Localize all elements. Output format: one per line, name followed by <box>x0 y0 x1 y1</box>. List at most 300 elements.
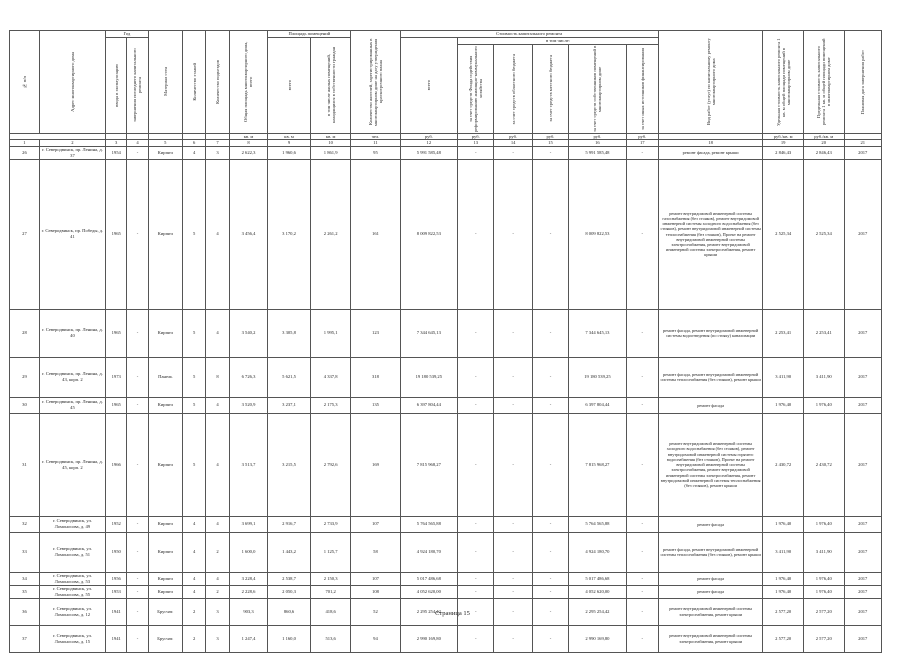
cell-y1: 1941 <box>106 625 127 652</box>
cell-n: 30 <box>10 397 40 413</box>
cell-mat: Кирпич <box>148 585 182 598</box>
colnum-cell: 12 <box>400 140 458 147</box>
cell-addr: г. Северодвинск, пр. Ленина, д. 37 <box>39 147 105 159</box>
cell-cx: - <box>626 572 658 585</box>
unit-cell <box>148 133 182 140</box>
cell-work: ремонт внутридомовой инженерной системы холодного водоснабжения (без стояков), ремонт внутридомовой инженерной системы горячего водоснабжения (без стояков), Проект на ремонт внутридомовой инженерной системы электроснабжения, ремонт внутридомовой инженерной системы электроснабжения, ремонт внутридомовой инженерной системы теплоснабжения (без стояков), ремонт крыши <box>658 413 763 516</box>
unit-cell: руб./кв. м <box>763 133 804 140</box>
cell-cx: - <box>626 585 658 598</box>
colnum-cell: 2 <box>39 140 105 147</box>
cell-n: 36 <box>10 598 40 625</box>
cell-cx: - <box>626 397 658 413</box>
colnum-cell: 20 <box>803 140 844 147</box>
col-num-header: № п/п <box>10 31 40 134</box>
cell-fl: 4 <box>182 147 205 159</box>
cell-n: 29 <box>10 357 40 397</box>
col-residents-header: Количество жителей, зарегистрированных в многоквартирном доме на дату утверждения краткосрочного плана <box>351 31 400 134</box>
cell-n: 37 <box>10 625 40 652</box>
cell-cr: - <box>494 413 532 516</box>
cell-dt: 2017 <box>844 147 882 159</box>
cell-work: ремонт фасада, ремонт внутридомовой инженерной системы теплоснабжения (без стояков), ремонт крыши <box>658 532 763 572</box>
col-premises-residential-header: в том числе жилых помещений, находящихся в собственности граждан <box>310 38 351 134</box>
cell-en: 4 <box>206 516 229 532</box>
cell-cl: - <box>532 572 568 585</box>
cell-pt: 2 050,3 <box>268 585 311 598</box>
cell-pt: 5 621,5 <box>268 357 311 397</box>
cell-cx: - <box>626 532 658 572</box>
cell-fl: 2 <box>182 625 205 652</box>
col-incl-header: в том числе: <box>458 38 659 45</box>
col-year-group-header: Год <box>106 31 149 38</box>
cell-y2: - <box>127 147 148 159</box>
col-max-cost-header: Предельная стоимость капитального ремонта 1 кв. м общей площади помещений в многоквартирном доме <box>803 31 844 134</box>
cell-mc: 1 976,40 <box>803 572 844 585</box>
cell-dt: 2017 <box>844 159 882 309</box>
cell-mc: 2 430,72 <box>803 413 844 516</box>
colnum-cell: 4 <box>127 140 148 147</box>
unit-cell: руб./кв. м <box>803 133 844 140</box>
cell-cx: - <box>626 516 658 532</box>
col-cost-total-header: всего <box>400 38 458 134</box>
cell-res: 135 <box>351 397 400 413</box>
colnum-cell: 18 <box>658 140 763 147</box>
cell-cr: - <box>494 357 532 397</box>
cell-work: ремонт фасада <box>658 585 763 598</box>
cell-uc: 2 577,20 <box>763 598 804 625</box>
cell-addr: г. Северодвинск, ул. Ломоносова, д. 49 <box>39 516 105 532</box>
cell-ct: 5 017 486,68 <box>400 572 458 585</box>
cell-en: 3 <box>206 598 229 625</box>
cell-dt: 2017 <box>844 598 882 625</box>
cell-res: 58 <box>351 532 400 572</box>
cell-cf: - <box>458 397 494 413</box>
cell-fl: 5 <box>182 397 205 413</box>
cell-y1: 1941 <box>106 598 127 625</box>
cell-pt: 860,6 <box>268 598 311 625</box>
cell-res: 94 <box>351 625 400 652</box>
cell-dt: 2017 <box>844 585 882 598</box>
cell-mat: Панель <box>148 357 182 397</box>
unit-cell: руб. <box>494 133 532 140</box>
colnum-cell: 13 <box>458 140 494 147</box>
cell-fl: 4 <box>182 572 205 585</box>
cell-ct: 7 344 645,13 <box>400 309 458 357</box>
cell-pt: 1 960,6 <box>268 147 311 159</box>
cell-ta: 3 520,9 <box>229 397 267 413</box>
cell-addr: г. Северодвинск, ул. Ломоносова, д. 55 <box>39 585 105 598</box>
cell-fl: 4 <box>182 516 205 532</box>
cell-work: ремонт внутридомовой инженерной системы газоснабжения (без стояков), ремонт внутридомовой инженерной системы холодного водоснабжения (без стояков), ремонт внутридомовой инженерной системы теплоснабжения (без стояков), Проект на ремонт внутридомовой инженерной системы электроснабжения, ремонт внутридомовой инженерной системы электроснабжения, ремонт крыши <box>658 159 763 309</box>
cell-work: ремонт фасада, ремонт внутридомовой инженерной системы водоотведения (по стояку) канализации <box>658 309 763 357</box>
unit-cell <box>206 133 229 140</box>
unit-cell: руб. <box>458 133 494 140</box>
cell-pr: 513,6 <box>310 625 351 652</box>
col-year-built-header: ввода в эксплуатацию <box>106 38 127 134</box>
cell-y1: 1956 <box>106 572 127 585</box>
cell-y2: - <box>127 598 148 625</box>
col-other-header: за счет иных источников финансирования <box>626 44 658 133</box>
unit-cell: чел. <box>351 133 400 140</box>
colnum-cell: 8 <box>229 140 267 147</box>
table-row <box>10 413 882 516</box>
table-row <box>10 625 882 652</box>
col-regional-header: за счет средств областного бюджета <box>494 44 532 133</box>
unit-cell: руб. <box>532 133 568 140</box>
cell-pt: 1 443,2 <box>268 532 311 572</box>
cell-n: 27 <box>10 159 40 309</box>
cell-fl: 5 <box>182 413 205 516</box>
cell-y1: 1953 <box>106 585 127 598</box>
cell-ta: 3 228,4 <box>229 572 267 585</box>
cell-pr: 2 150,3 <box>310 572 351 585</box>
cell-cf: - <box>458 585 494 598</box>
cell-work: ремонт фасада <box>658 516 763 532</box>
unit-cell <box>844 133 882 140</box>
table-body <box>10 147 882 652</box>
cell-y2: - <box>127 572 148 585</box>
cell-uc: 2 253,41 <box>763 309 804 357</box>
cell-ct: 5 991 585,48 <box>400 147 458 159</box>
cell-ta: 1 600,0 <box>229 532 267 572</box>
cell-cl: - <box>532 585 568 598</box>
cell-en: 4 <box>206 397 229 413</box>
colnum-cell: 16 <box>569 140 627 147</box>
unit-cell <box>658 133 763 140</box>
cell-ct: 8 009 822,53 <box>400 159 458 309</box>
cell-cf: - <box>458 413 494 516</box>
cell-work: ремонт фасада <box>658 397 763 413</box>
cell-cl: - <box>532 516 568 532</box>
cell-ta: 3 456,4 <box>229 159 267 309</box>
cell-res: 107 <box>351 516 400 532</box>
cell-mc: 3 411,90 <box>803 532 844 572</box>
cell-res: 169 <box>351 413 400 516</box>
cell-ta: 6 726,3 <box>229 357 267 397</box>
cell-mc: 1 976,40 <box>803 397 844 413</box>
cell-pt: 3 170,2 <box>268 159 311 309</box>
cell-cl: - <box>532 413 568 516</box>
cell-cl: - <box>532 357 568 397</box>
cell-co: 6 397 804,44 <box>569 397 627 413</box>
cell-pr: 2 792,6 <box>310 413 351 516</box>
cell-y1: 1950 <box>106 532 127 572</box>
cell-mat: Кирпич <box>148 397 182 413</box>
col-year-last-repair-header: завершения последнего капитального ремонта <box>127 38 148 134</box>
cell-res: 107 <box>351 572 400 585</box>
unit-cell <box>127 133 148 140</box>
cell-n: 33 <box>10 532 40 572</box>
cell-mat: Кирпич <box>148 572 182 585</box>
cell-dt: 2017 <box>844 532 882 572</box>
cell-dt: 2017 <box>844 625 882 652</box>
colnum-cell: 7 <box>206 140 229 147</box>
cell-mc: 3 411,90 <box>803 357 844 397</box>
cell-y1: 1965 <box>106 159 127 309</box>
colnum-cell: 5 <box>148 140 182 147</box>
cell-cl: - <box>532 532 568 572</box>
unit-cell: руб. <box>400 133 458 140</box>
cell-cr: - <box>494 516 532 532</box>
cell-pr: 2 733,9 <box>310 516 351 532</box>
unit-cell: кв. м <box>268 133 311 140</box>
colnum-cell: 17 <box>626 140 658 147</box>
cell-work: ремонт внутридомовой инженерной системы электроснабжения, ремонт крыши <box>658 598 763 625</box>
cell-n: 26 <box>10 147 40 159</box>
cell-co: 4 052 620,00 <box>569 585 627 598</box>
cell-mat: Кирпич <box>148 532 182 572</box>
cell-cl: - <box>532 309 568 357</box>
col-address-header: Адрес многоквартирного дома <box>39 31 105 134</box>
table-row <box>10 397 882 413</box>
cell-addr: г. Северодвинск, ул. Ломоносова, д. 12 <box>39 598 105 625</box>
cell-mat: Кирпич <box>148 516 182 532</box>
cell-cx: - <box>626 309 658 357</box>
cell-cx: - <box>626 413 658 516</box>
cell-pt: 2 916,7 <box>268 516 311 532</box>
cell-cx: - <box>626 357 658 397</box>
cell-uc: 1 976,40 <box>763 516 804 532</box>
cell-uc: 2 430,72 <box>763 413 804 516</box>
cell-ta: 3 699,1 <box>229 516 267 532</box>
cell-cf: - <box>458 159 494 309</box>
unit-cell: кв. м <box>229 133 267 140</box>
cell-y1: 1965 <box>106 309 127 357</box>
cell-mat: Брусчат. <box>148 625 182 652</box>
unit-cell: руб. <box>569 133 627 140</box>
cell-cf: - <box>458 572 494 585</box>
colnum-cell: 14 <box>494 140 532 147</box>
cell-n: 34 <box>10 572 40 585</box>
cell-ct: 19 180 539,25 <box>400 357 458 397</box>
cell-ct: 4 052 620,00 <box>400 585 458 598</box>
colnum-cell: 19 <box>763 140 804 147</box>
col-unit-cost-header: Удельная стоимость капитального ремонта 1 кв. м общей площади помещений в многоквартирном доме <box>763 31 804 134</box>
cell-mc: 2 525,34 <box>803 159 844 309</box>
cell-work: ремонт фасада, ремонт крыши <box>658 147 763 159</box>
cell-pt: 3 215,5 <box>268 413 311 516</box>
cell-cr: - <box>494 397 532 413</box>
cell-mc: 2 577,20 <box>803 625 844 652</box>
cell-uc: 2 846,43 <box>763 147 804 159</box>
cell-mc: 2 253,41 <box>803 309 844 357</box>
cell-dt: 2017 <box>844 413 882 516</box>
unit-cell: руб. <box>626 133 658 140</box>
cell-pr: 418,6 <box>310 598 351 625</box>
cell-y2: - <box>127 309 148 357</box>
unit-cell: кв. м <box>310 133 351 140</box>
cell-en: 4 <box>206 572 229 585</box>
cell-ct: 2 990 169,80 <box>400 625 458 652</box>
cell-mc: 2 577,20 <box>803 598 844 625</box>
cell-pr: 1 861,9 <box>310 147 351 159</box>
cell-res: 123 <box>351 309 400 357</box>
cell-work: ремонт внутридомовой инженерной системы электроснабжения, ремонт крыши <box>658 625 763 652</box>
cell-work: ремонт фасада, ремонт внутридомовой инженерной системы теплоснабжения (без стояков), ремонт крыши <box>658 357 763 397</box>
cell-en: 3 <box>206 625 229 652</box>
cell-ct: 7 815 968,27 <box>400 413 458 516</box>
cell-dt: 2017 <box>844 309 882 357</box>
cell-co: 8 009 822,53 <box>569 159 627 309</box>
cell-ct: 2 295 254,42 <box>400 598 458 625</box>
colnum-cell: 6 <box>182 140 205 147</box>
cell-mat: Брусчат. <box>148 598 182 625</box>
cell-y2: - <box>127 159 148 309</box>
colnum-cell: 15 <box>532 140 568 147</box>
cell-dt: 2017 <box>844 516 882 532</box>
cell-fl: 5 <box>182 357 205 397</box>
cell-cr: - <box>494 309 532 357</box>
cell-uc: 3 411,90 <box>763 357 804 397</box>
colnum-cell: 11 <box>351 140 400 147</box>
cell-res: 95 <box>351 147 400 159</box>
cell-addr: г. Северодвинск, пр. Ленина, д. 45, корп. 2 <box>39 413 105 516</box>
cell-ta: 3 513,7 <box>229 413 267 516</box>
cell-n: 28 <box>10 309 40 357</box>
cell-uc: 1 976,40 <box>763 585 804 598</box>
cell-co: 4 924 180,70 <box>569 532 627 572</box>
cell-ta: 903,3 <box>229 598 267 625</box>
cell-ct: 6 397 804,44 <box>400 397 458 413</box>
cell-co: 5 017 486,68 <box>569 572 627 585</box>
page-number: Страница 15 <box>435 610 470 617</box>
cell-cr: - <box>494 532 532 572</box>
cell-pt: 3 305,8 <box>268 309 311 357</box>
cell-mat: Кирпич <box>148 309 182 357</box>
cell-cr: - <box>494 598 532 625</box>
cell-mat: Кирпич <box>148 159 182 309</box>
unit-cell <box>182 133 205 140</box>
col-work-type-header: Вид работ (услуг) по капитальному ремонту многоквартирного дома <box>658 31 763 134</box>
cell-en: 4 <box>206 159 229 309</box>
cell-cl: - <box>532 625 568 652</box>
table-row <box>10 532 882 572</box>
cell-fl: 4 <box>182 585 205 598</box>
cell-en: 4 <box>206 413 229 516</box>
cell-uc: 2 577,20 <box>763 625 804 652</box>
cell-ta: 2 228,6 <box>229 585 267 598</box>
cell-pr: 701,2 <box>310 585 351 598</box>
cell-ta: 2 622,3 <box>229 147 267 159</box>
cell-fl: 5 <box>182 309 205 357</box>
cell-cf: - <box>458 598 494 625</box>
cell-co: 5 991 585,48 <box>569 147 627 159</box>
cell-cl: - <box>532 159 568 309</box>
cell-fl: 5 <box>182 159 205 309</box>
capital-repair-table <box>9 30 882 653</box>
unit-cell <box>10 133 106 140</box>
cell-y2: - <box>127 516 148 532</box>
table-row <box>10 309 882 357</box>
col-entrances-header: Количество подъездов <box>206 31 229 134</box>
cell-res: 52 <box>351 598 400 625</box>
cell-addr: г. Северодвинск, пр. Ленина, д. 45 <box>39 397 105 413</box>
cell-y2: - <box>127 532 148 572</box>
cell-y1: 1965 <box>106 397 127 413</box>
cell-pt: 3 237,1 <box>268 397 311 413</box>
cell-y2: - <box>127 397 148 413</box>
cell-cx: - <box>626 625 658 652</box>
cell-addr: г. Северодвинск, пр. Победы, д. 41 <box>39 159 105 309</box>
cell-addr: г. Северодвинск, ул. Ломоносова, д. 51 <box>39 532 105 572</box>
cell-uc: 2 525,34 <box>763 159 804 309</box>
colnum-cell: 21 <box>844 140 882 147</box>
cell-pr: 4 337,8 <box>310 357 351 397</box>
cell-addr: г. Северодвинск, ул. Ломоносова, д. 15 <box>39 625 105 652</box>
table-row <box>10 357 882 397</box>
cell-y1: 1954 <box>106 147 127 159</box>
cell-co: 7 344 645,13 <box>569 309 627 357</box>
cell-co: 5 764 565,88 <box>569 516 627 532</box>
cell-n: 31 <box>10 413 40 516</box>
cell-addr: г. Северодвинск, пр. Ленина, д. 40 <box>39 309 105 357</box>
cell-ct: 5 764 565,88 <box>400 516 458 532</box>
cell-cx: - <box>626 598 658 625</box>
cell-cr: - <box>494 625 532 652</box>
col-local-header: за счет средств местного бюджета <box>532 44 568 133</box>
cell-ta: 3 540,2 <box>229 309 267 357</box>
cell-n: 35 <box>10 585 40 598</box>
cell-cf: - <box>458 147 494 159</box>
cell-cf: - <box>458 309 494 357</box>
cell-mc: 2 846,43 <box>803 147 844 159</box>
cell-en: 4 <box>206 309 229 357</box>
cell-pr: 2 175,3 <box>310 397 351 413</box>
cell-cf: - <box>458 532 494 572</box>
cell-y1: 1966 <box>106 413 127 516</box>
cell-cl: - <box>532 598 568 625</box>
cell-pr: 1 995,1 <box>310 309 351 357</box>
unit-cell <box>106 133 127 140</box>
cell-en: 2 <box>206 532 229 572</box>
cell-addr: г. Северодвинск, пр. Ленина, д. 43, корп. 2 <box>39 357 105 397</box>
cell-dt: 2017 <box>844 357 882 397</box>
cell-uc: 1 976,40 <box>763 572 804 585</box>
cell-co: 7 815 968,27 <box>569 413 627 516</box>
colnum-cell: 9 <box>268 140 311 147</box>
cell-en: 3 <box>206 147 229 159</box>
cell-mc: 1 976,40 <box>803 516 844 532</box>
cell-cf: - <box>458 625 494 652</box>
cell-co: 19 180 539,25 <box>569 357 627 397</box>
cell-pt: 1 160,0 <box>268 625 311 652</box>
cell-cx: - <box>626 159 658 309</box>
cell-res: 108 <box>351 585 400 598</box>
cell-cl: - <box>532 147 568 159</box>
cell-y2: - <box>127 413 148 516</box>
cell-ct: 4 924 180,70 <box>400 532 458 572</box>
cell-pr: 2 261,2 <box>310 159 351 309</box>
cell-y1: 1952 <box>106 516 127 532</box>
cell-mat: Кирпич <box>148 413 182 516</box>
cell-cf: - <box>458 516 494 532</box>
cell-y2: - <box>127 625 148 652</box>
cell-dt: 2017 <box>844 572 882 585</box>
cell-uc: 3 411,90 <box>763 532 804 572</box>
cell-cr: - <box>494 585 532 598</box>
cell-y2: - <box>127 357 148 397</box>
cell-res: 318 <box>351 357 400 397</box>
table-row <box>10 572 882 585</box>
col-wall-material-header: Материал стен <box>148 31 182 134</box>
cell-dt: 2017 <box>844 397 882 413</box>
col-total-area-header: Общая площадь многоквартирного дома, всего <box>229 31 267 134</box>
cell-pr: 1 125,7 <box>310 532 351 572</box>
table-row <box>10 585 882 598</box>
cell-en: 8 <box>206 357 229 397</box>
cell-y2: - <box>127 585 148 598</box>
table-row <box>10 147 882 159</box>
col-cost-group-header: Стоимость капитального ремонта <box>400 31 658 38</box>
